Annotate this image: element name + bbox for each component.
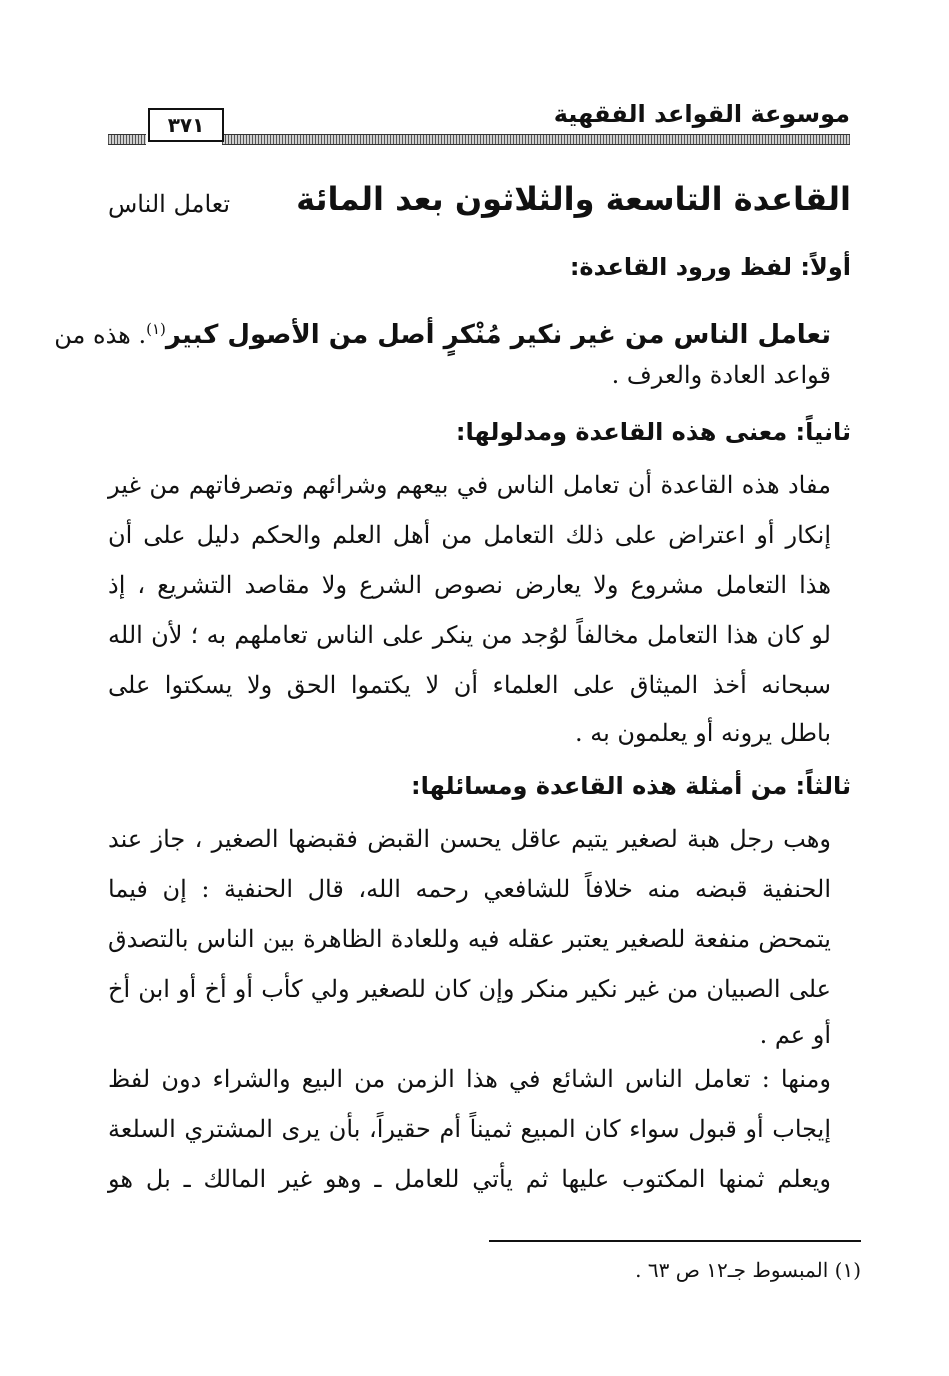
section-heading-3: ثالثاً: من أمثلة هذه القاعدة ومسائلها: [410, 772, 851, 800]
footnote-marker: (١) [146, 320, 166, 338]
paragraph-line: ويعلم ثمنها المكتوب عليها ثم يأتي للعامل ـ وهو غير المالك ـ بل هو [108, 1165, 831, 1193]
paragraph-line: ومنها : تعامل الناس الشائع في هذا الزمن من البيع والشراء دون لفظ [108, 1065, 831, 1093]
paragraph-line: أو عم . [759, 1021, 831, 1049]
paragraph-line: مفاد هذه القاعدة أن تعامل الناس في بيعهم وشرائهم وتصرفاتهم من غير [108, 471, 831, 499]
side-heading: تعامل الناس [108, 190, 231, 218]
paragraph-line: يتمحض منفعة للصغير يعتبر عقله فيه وللعادة الظاهرة بين الناس بالتصدق [108, 925, 831, 953]
paragraph-line: إنكار أو اعتراض على ذلك التعامل من أهل العلم والحكم دليل على أن [108, 521, 831, 549]
footnote-separator [489, 1240, 861, 1242]
paragraph-line: هذا التعامل مشروع ولا يعارض نصوص الشرع ولا مقاصد التشريع ، إذ [108, 571, 831, 599]
book-title: موسوعة القواعد الفقهية [553, 100, 850, 128]
paragraph-line: وهب رجل هبة لصغير يتيم عاقل يحسن القبض فقبضها الصغير ، جاز عند [108, 825, 831, 853]
footnote: (١) المبسوط جـ١٢ ص ٦٣ . [635, 1258, 861, 1282]
rule-statement-line [54, 312, 831, 352]
page-number: ٣٧١ [148, 108, 224, 142]
main-heading: القاعدة التاسعة والثلاثون بعد المائة [296, 180, 851, 218]
running-header [108, 96, 850, 152]
paragraph-line: سبحانه أخذ الميثاق على العلماء أن لا يكتموا الحق ولا يسكتوا على [108, 671, 831, 699]
paragraph-line: الحنفية قبضه منه خلافاً للشافعي رحمه الله، قال الحنفية : إن فيما [108, 875, 831, 903]
section-heading-2: ثانياً: معنى هذه القاعدة ومدلولها: [455, 418, 851, 446]
paragraph-line: على الصبيان من غير نكير منكر وإن كان للصغير ولي كأب أو أخ أو ابن أخ [108, 975, 831, 1003]
paragraph-line: إيجاب أو قبول سواء كان المبيع ثميناً أم حقيراً، بأن يرى المشتري السلعة [108, 1115, 831, 1143]
paragraph-line: لو كان هذا التعامل مخالفاً لوُجد من ينكر على الناس تعاملهم به ؛ لأن الله [108, 621, 831, 649]
paragraph-line: قواعد العادة والعرف . [611, 361, 831, 389]
rule-tail: . هذه من [54, 321, 147, 349]
section-heading-1: أولاً: لفظ ورود القاعدة: [569, 253, 851, 281]
rule-text: تعامل الناس من غير نكير مُنْكرٍ أصل من الأصول كبير [165, 320, 831, 350]
paragraph-line: باطل يرونه أو يعلمون به . [574, 719, 831, 747]
